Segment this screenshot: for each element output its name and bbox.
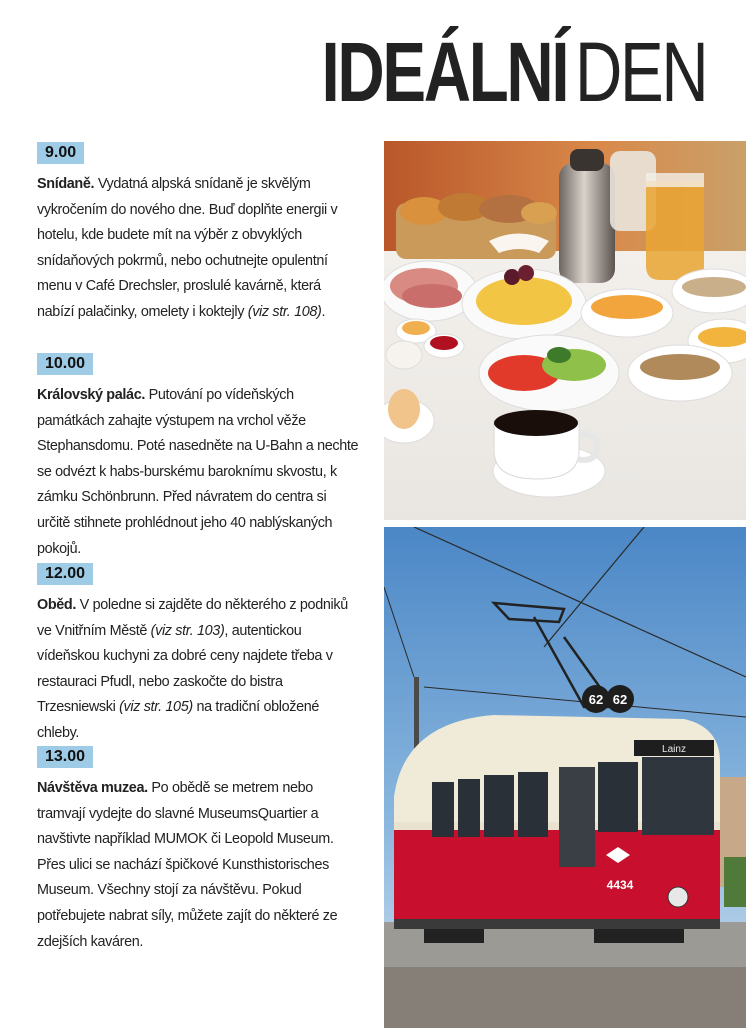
section-heading: Královský palác. [37, 387, 145, 403]
section-body-end: . [321, 303, 326, 320]
section-heading: Snídaně. [37, 176, 95, 192]
section-body: Po obědě se metrem nebo tramvají vydejte do slavné MuseumsQuartier a navštivte například MUMOK či Leopold Museum. Přes ulici se nachází špičkové Kunsthistorisches Museum. Všechny stojí za návštěvu. Pokud potřebujete nabrat síly, můžete zajít do některé ze zdejších kaváren. [37, 780, 338, 950]
section-text [37, 776, 359, 955]
tram-destination: Lainz [662, 744, 686, 755]
time-badge: 10.00 [37, 353, 93, 375]
page-title-bold: IDEÁLNÍ [321, 25, 567, 119]
tram-route-right: 62 [612, 692, 628, 707]
section-heading: Návštěva muzea. [37, 780, 148, 796]
section-body-middle: , autentickou vídeňskou kuchyni za dobré ceny najdete třeba v restauraci Pfudl, nebo zaskočte do bistra Trzesniewski [37, 622, 333, 716]
section-breakfast [37, 142, 359, 326]
tram-number: 4434 [606, 878, 634, 892]
section-text [37, 383, 359, 562]
section-heading: Oběd. [37, 597, 77, 613]
section-body: V poledne si zajděte do některého z podniků ve Vnitřním Městě [37, 597, 348, 639]
section-body: Putování po vídeňských památkách zahajte výstupem na vrchol věže Stephansdomu. Poté nasedněte na U-Bahn a nechte se odvézt k habs-burskému baroknímu skvostu, k zámku Schönbrunn. Před návratem do centra si určitě stihnete prohlédnout jeho 40 nablýskaných pokojů. [37, 387, 359, 557]
page-title-light: DEN [574, 25, 706, 119]
section-body: Vydatná alpská snídaně je skvělým vykročením do nového dne. Buď doplňte energii v hotelu, kde budete mít na výběr z obvyklých snídaňových pokrmů, nebo ochutnejte opulentní menu v Café Drechsler, proslulé kavárně, která nabízí palačinky, omelety i koktejly [37, 176, 338, 320]
time-badge: 13.00 [37, 746, 93, 768]
tram-photo [384, 527, 746, 1028]
page-reference: (viz str. 105) [119, 699, 193, 716]
section-text [37, 593, 359, 747]
section-royal-palace [37, 353, 359, 562]
section-museum [37, 746, 359, 955]
time-badge: 9.00 [37, 142, 84, 164]
section-lunch [37, 563, 359, 747]
page-reference: (viz str. 103) [150, 622, 225, 639]
breakfast-photo [384, 141, 746, 520]
time-badge: 12.00 [37, 563, 93, 585]
tram-route-left: 62 [588, 692, 604, 707]
page-reference: (viz str. 108) [247, 303, 322, 320]
page-title [321, 25, 706, 119]
section-body-end: na tradiční obložené chleby. [37, 699, 320, 741]
section-text [37, 172, 359, 326]
